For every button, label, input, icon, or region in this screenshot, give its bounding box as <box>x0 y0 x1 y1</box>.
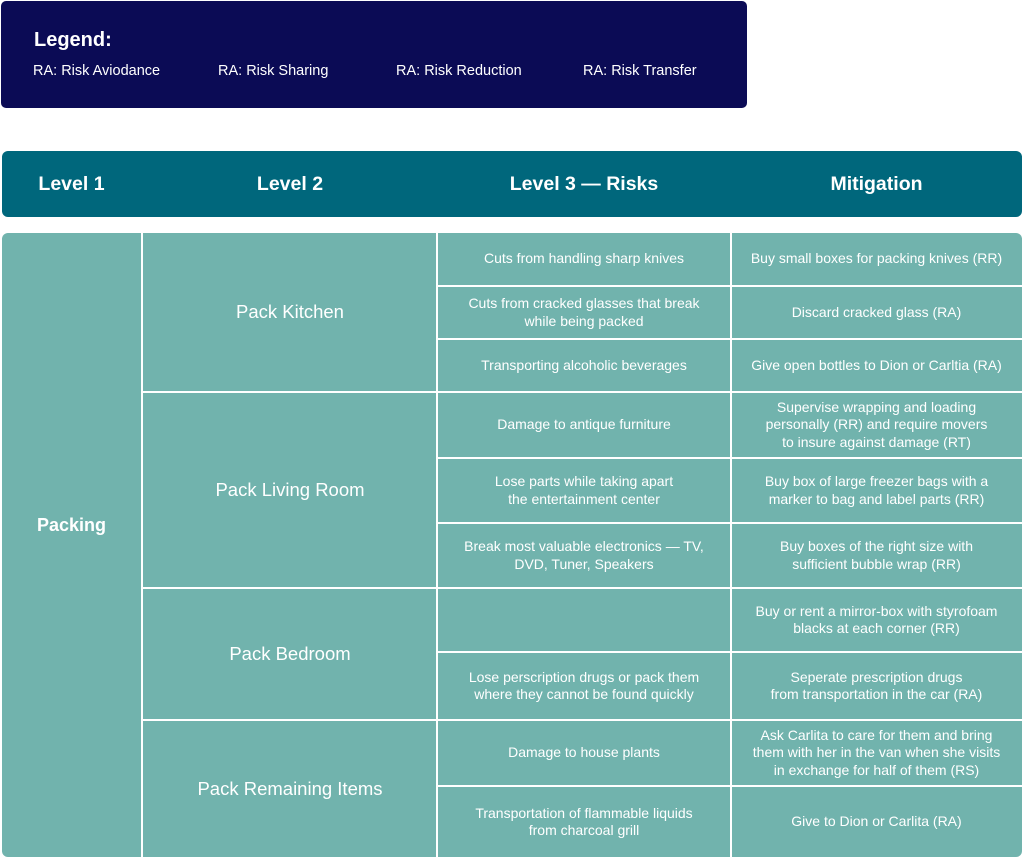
legend-item-transfer: RA: Risk Transfer <box>583 63 697 79</box>
risk-cell: Break most valuable electronics — TV, DVD, Tuner, Speakers <box>464 538 704 572</box>
header-level1: Level 1 <box>38 173 105 195</box>
risk-table <box>2 233 1022 857</box>
row-divider <box>436 522 1022 524</box>
table-header <box>2 151 1022 217</box>
legend-item-avoidance: RA: Risk Aviodance <box>33 63 161 79</box>
row-divider <box>436 338 1022 340</box>
column-divider <box>730 233 732 857</box>
column-divider <box>141 233 143 857</box>
level2-pack-living-room: Pack Living Room <box>215 479 365 500</box>
level2-pack-bedroom: Pack Bedroom <box>229 643 351 664</box>
group-divider <box>141 719 1022 721</box>
level2-pack-kitchen: Pack Kitchen <box>236 301 344 322</box>
level2-pack-remaining-items: Pack Remaining Items <box>197 778 383 799</box>
risk-cell: Transportation of flammable liquids from charcoal grill <box>475 804 693 838</box>
mitigation-cell: Give to Dion or Carlita (RA) <box>791 813 962 830</box>
mitigation-cell: Buy box of large freezer bags with a marker to bag and label parts (RR) <box>764 473 989 507</box>
row-divider <box>436 785 1022 787</box>
mitigation-cell: Buy small boxes for packing knives (RR) <box>750 250 1003 267</box>
mitigation-cell: Give open bottles to Dion or Carltia (RA) <box>751 356 1002 373</box>
header-level3: Level 3 — Risks <box>509 173 659 195</box>
legend-item-sharing: RA: Risk Sharing <box>218 63 329 79</box>
mitigation-cell: Buy boxes of the right size with sufficient bubble wrap (RR) <box>780 538 973 572</box>
mitigation-cell: Supervise wrapping and loading personally (RR) and require movers to insure against damage (RT) <box>765 398 988 450</box>
group-divider <box>141 587 1022 589</box>
level1-packing: Packing <box>36 514 107 535</box>
group-divider <box>141 391 1022 393</box>
legend-title: Legend: <box>34 29 112 51</box>
mitigation-cell: Discard cracked glass (RA) <box>791 303 962 320</box>
risk-cell: Damage to antique furniture <box>497 416 671 433</box>
legend-panel <box>1 1 747 108</box>
legend-item-reduction: RA: Risk Reduction <box>396 63 522 79</box>
risk-cell: Cuts from cracked glasses that break while being packed <box>468 295 700 329</box>
mitigation-cell: Buy or rent a mirror-box with styrofoam blacks at each corner (RR) <box>755 602 998 636</box>
risk-cell: Lose perscription drugs or pack them where they cannot be found quickly <box>468 668 700 702</box>
header-mitigation: Mitigation <box>830 173 923 195</box>
header-level2: Level 2 <box>256 173 324 195</box>
risk-cell: Cuts from handling sharp knives <box>484 250 684 267</box>
row-divider <box>436 285 1022 287</box>
column-divider <box>436 233 438 857</box>
mitigation-cell: Seperate prescription drugs from transportation in the car (RA) <box>770 668 983 702</box>
risk-cell: Lose parts while taking apart the entertainment center <box>494 473 674 507</box>
risk-cell <box>437 589 731 651</box>
row-divider <box>436 457 1022 459</box>
risk-cell: Damage to house plants <box>508 744 660 761</box>
row-divider <box>436 651 1022 653</box>
mitigation-cell: Ask Carlita to care for them and bring them with her in the van when she visits in exchange for half of them (RS) <box>752 726 1001 778</box>
risk-cell: Transporting alcoholic beverages <box>481 356 687 373</box>
